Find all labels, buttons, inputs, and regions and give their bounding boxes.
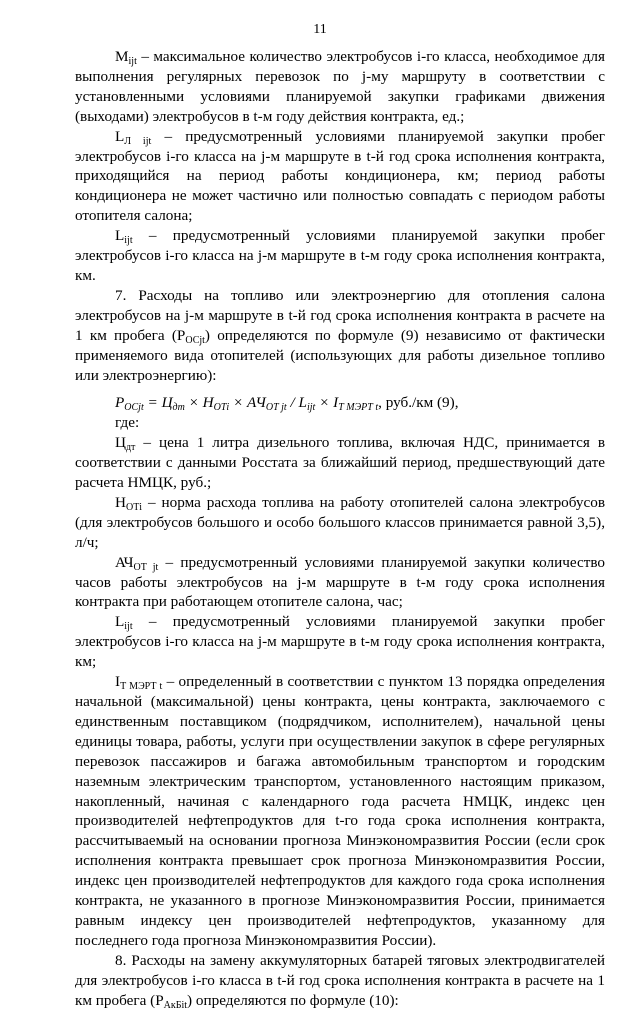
- formula-9: $Р_{ОСjt} = Ц_{дт} \times Н_{ОТi} \times АЧ_{ОТ jt} / L_{ijt} \times I_{Т МЭРТ t}$, руб./км (9),: [115, 394, 459, 414]
- paragraph-item-7: 7. Расходы на топливо или электроэнергию для отопления салона электробусов на j-м маршруте в t-й год срока исполнения контракта в расчете на 1 км пробега $(Р_{ОСjt})$ определяются по формуле (9) независимо от фактически применяемого вида отопителей (использующих для работы дизельное топливо или электроэнергию):: [75, 286, 606, 384]
- paragraph-i-mert: $I_{Т МЭРТ t}$ – определенный в соответствии с пунктом 13 порядка определения начальной (максимальной) цены контракта, цены контракта, заключаемого с единственным поставщиком (подрядчиком, исполнителем), начальной цены единицы товара, работы, услуги при осуществлении закупок в сфере регулярных перевозок пассажиров и багажа автомобильным транспортом и городским наземным электрическим транспортом, установленного настоящим приказом, накопленный, начиная с календарного года расчета НМЦК, индекс цен производителей нефтепродуктов для t-го года срока исполнения контракта, рассчитываемый на основании прогноза Минэкономразвития России (если срок исполнения контракта превышает срок прогноза Минэкономразвития России, индекс цен производителей нефтепродуктов для каждого года срока исполнения контракта, не указанного в прогнозе Минэкономразвития России, принимается равным индексу цен производителей нефтепродуктов, указанному для последнего года прогноза Минэкономразвития России).: [75, 673, 605, 949]
- paragraph-l-ijt: $L_{ijt}$ – предусмотренный условиями планируемой закупки пробег электробусов i-го класса на j-м маршруте в t-м году срока исполнения контракта, км.: [75, 227, 605, 284]
- where-label: где:: [115, 414, 140, 432]
- paragraph-item-8: 8. Расходы на замену аккумуляторных батарей тяговых электродвигателей для электробусов i-го класса в t-й год срока исполнения контракта в расчете на 1 км пробега $(Р_{АкБit})$ определяются по формуле (10):: [75, 951, 605, 1011]
- paragraph-l-ijt-2: $L_{ijt}$ – предусмотренный условиями планируемой закупки пробег электробусов i-го класса на j-м маршруте в t-м году срока исполнения контракта, км;: [75, 613, 605, 671]
- paragraph-m-ijt: $М_{ijt}$ – максимальное количество электробусов i-го класса, необходимое для выполнения регулярных перевозок по j-му маршруту в соответствии с установленными условиями планируемой закупки графиками движения (выходами) электробусов в t-м году действия контракта, ед.;: [75, 48, 605, 125]
- page-number: 11: [313, 22, 327, 37]
- paragraph-l-l-ijt: $L_{Л ijt}$ – предусмотренный условиями планируемой закупки пробег электробусов i-го класса на j-м маршруте в t-й год срока исполнения контракта, приходящийся на период работы кондиционера, км; период работы кондиционера не может частично или полностью совпадать с периодом работы отопителя салона;: [75, 127, 605, 225]
- paragraph-n-ot: $Н_{ОТi}$ – норма расхода топлива на работу отопителей салона электробусов (для электробусов большого и особо большого классов принимается равной 3,5), л/ч;: [75, 493, 605, 551]
- document-body: [75, 47, 605, 1011]
- paragraph-c-dt: $Ц_{дт}$ – цена 1 литра дизельного топлива, включая НДС, принимается в соответствии с данными Росстата за ближайший период, предшествующий дате расчета НМЦК, руб.;: [75, 434, 605, 492]
- paragraph-ach-ot: $АЧ_{ОТ jt}$ – предусмотренный условиями планируемой закупки количество часов работы электробусов на j-м маршруте в t-м году срока исполнения контракта при работающем отопителе салона, час;: [75, 553, 605, 611]
